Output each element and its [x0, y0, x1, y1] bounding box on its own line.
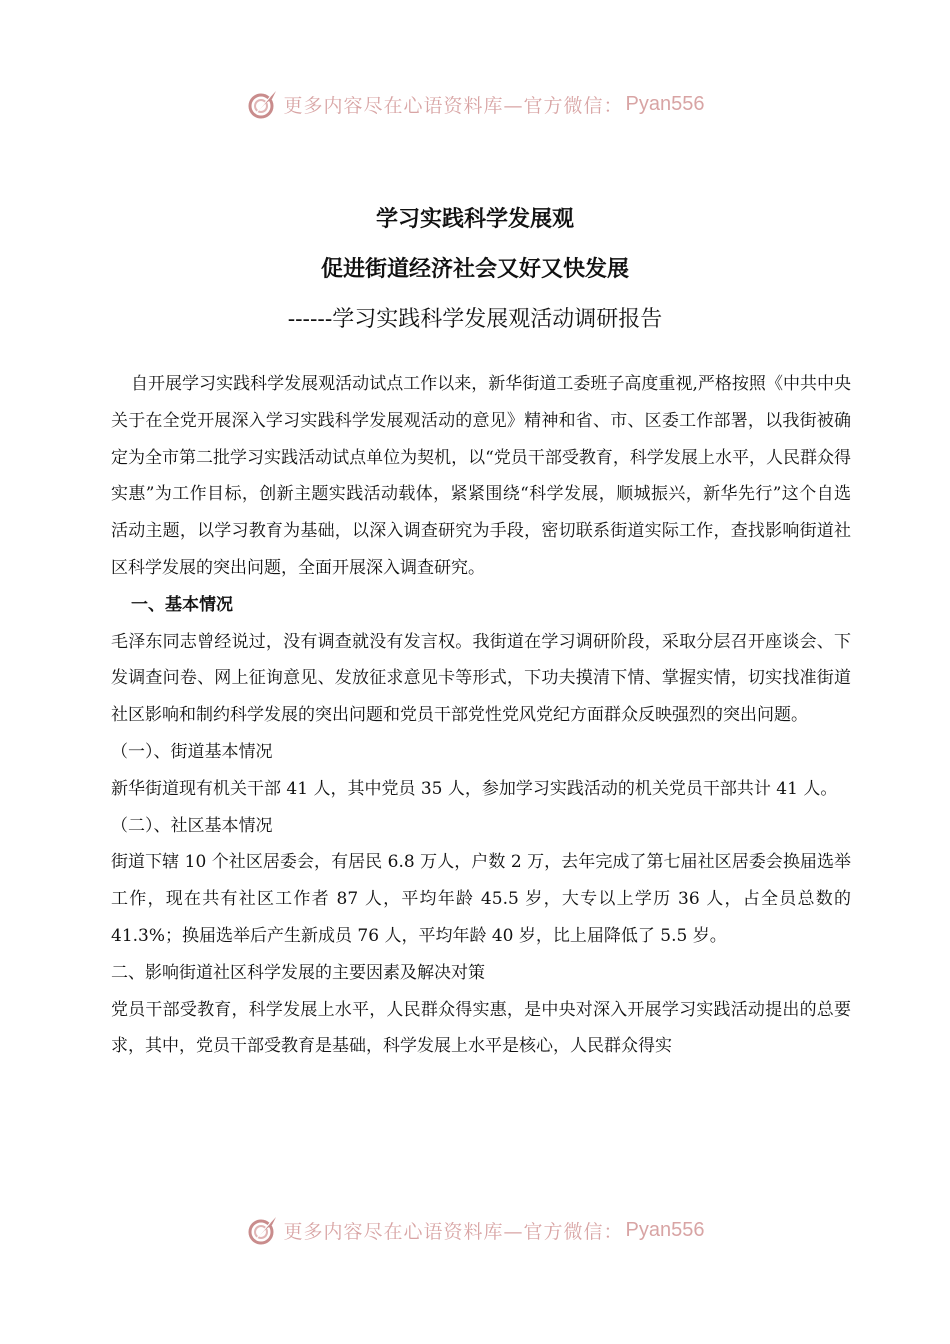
- street-situation-paragraph: 新华街道现有机关干部 41 人，其中党员 35 人，参加学习实践活动的机关党员干部共计 41 人。: [111, 778, 838, 799]
- quill-logo-icon: [246, 1213, 280, 1247]
- header-watermark: [0, 84, 950, 124]
- document-title: 学习实践科学发展观: [375, 206, 574, 232]
- document-report-type: ------学习实践科学发展观活动调研报告: [287, 307, 663, 332]
- section-heading-factors: 二、影响街道社区科学发展的主要因素及解决对策: [111, 962, 485, 983]
- intro-paragraph: 自开展学习实践科学发展观活动试点工作以来，新华街道工委班子高度重视,严格按照《中共中央关于在全党开展深入学习实践科学发展观活动的意见》精神和省、市、区委工作部署，以我街被确定为全市第二批学习实践活动试点单位为契机，以“党员干部受教育，科学发展上水平，人民群众得实惠”为工作目标，创新主题实践活动载体，紧紧围绕“科学发展，顺城振兴，新华先行”这个自选活动主题，以学习教育为基础，以深入调查研究为手段，密切联系街道实际工作，查找影响街道社区科学发展的突出问题，全面开展深入调查研究。: [111, 374, 851, 578]
- document-body: [111, 366, 851, 1065]
- factors-paragraph: 党员干部受教育，科学发展上水平，人民群众得实惠，是中央对深入开展学习实践活动提出的总要求，其中，党员干部受教育是基础，科学发展上水平是核心，人民群众得实: [111, 999, 851, 1057]
- subsection-heading-street: （一）、街道基本情况: [111, 741, 273, 762]
- document-subtitle: 促进街道经济社会又好又快发展: [320, 256, 629, 282]
- basic-situation-paragraph: 毛泽东同志曾经说过，没有调查就没有发言权。我街道在学习调研阶段，采取分层召开座谈会、下发调查问卷、网上征询意见、发放征求意见卡等形式，下功夫摸清下情、掌握实情，切实找准街道社区影响和制约科学发展的突出问题和党员干部党性党风党纪方面群众反映强烈的突出问题。: [111, 631, 851, 726]
- quill-logo-icon: [246, 87, 280, 121]
- watermark-handle: Pyan556: [625, 1218, 705, 1241]
- section-heading-basic-situation: 一、基本情况: [131, 594, 233, 615]
- subsection-heading-community: （二）、社区基本情况: [111, 815, 273, 836]
- watermark-text: 更多内容尽在心语资料库—官方微信：: [283, 94, 624, 117]
- watermark-handle: Pyan556: [625, 92, 705, 115]
- watermark-text: 更多内容尽在心语资料库—官方微信：: [283, 1220, 624, 1243]
- community-situation-paragraph: 街道下辖 10 个社区居委会，有居民 6.8 万人，户数 2 万，去年完成了第七届社区居委会换届选举工作，现在共有社区工作者 87 人，平均年龄 45.5 岁，大专以上学历 36 人，占全员总数的 41.3%；换届选举后产生新成员 76 人，平均年龄 40 岁，比上届降低了 5.5 岁。: [111, 852, 851, 946]
- footer-watermark: [0, 1210, 950, 1250]
